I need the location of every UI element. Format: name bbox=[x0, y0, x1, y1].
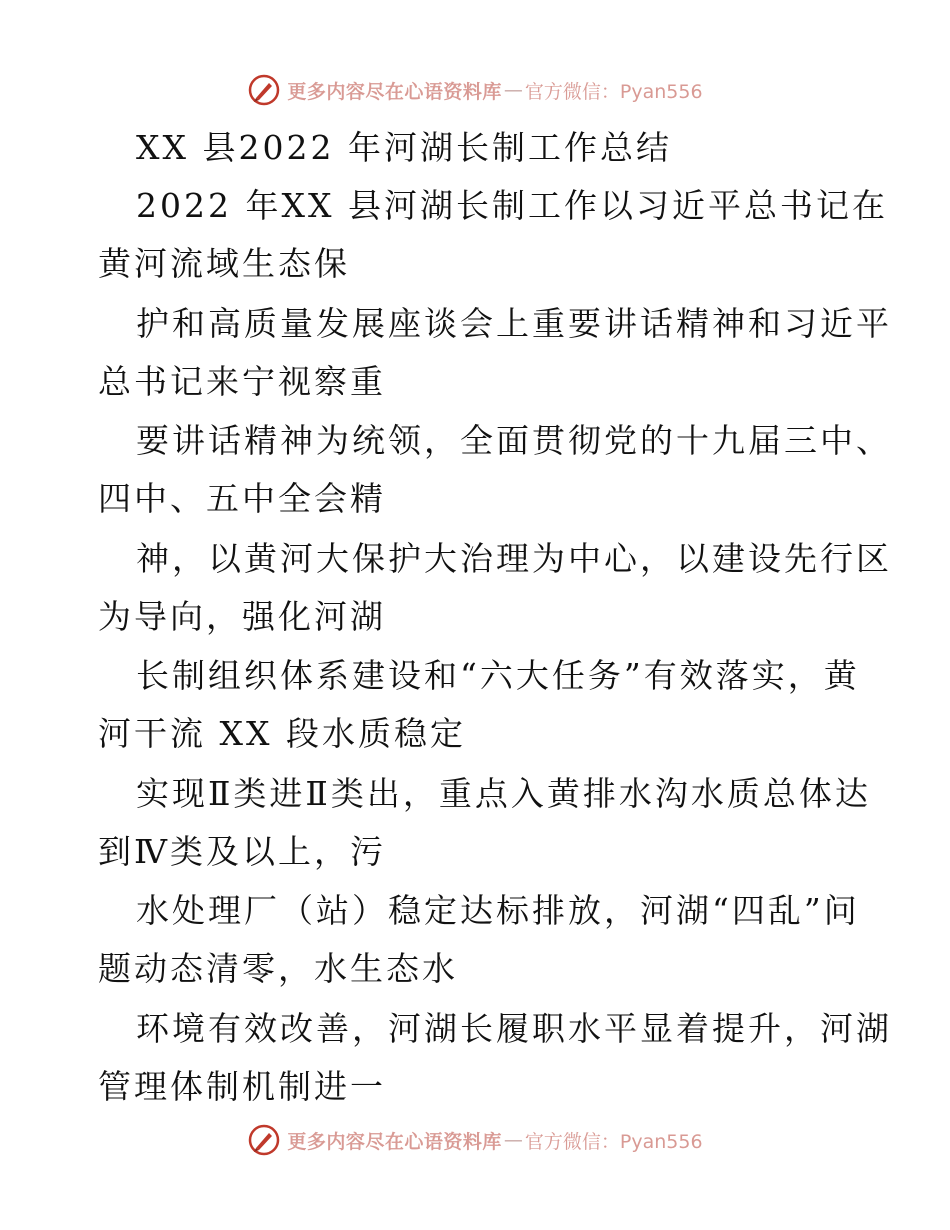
watermark-text: 更多内容尽在心语资料库 bbox=[287, 1130, 502, 1153]
watermark-contact: 官方微信：Pyan556 bbox=[524, 80, 703, 103]
watermark-separator: — bbox=[503, 79, 523, 101]
paragraph-line: 实现Ⅱ类进Ⅱ类出，重点入黄排水沟水质总体达 bbox=[136, 774, 871, 813]
paragraph-line: 为导向，强化河湖 bbox=[98, 597, 386, 636]
paragraph-line: 神，以黄河大保护大治理为中心，以建设先行区 bbox=[136, 539, 892, 578]
paragraph-line: 水处理厂（站）稳定达标排放，河湖“四乱”问 bbox=[136, 891, 860, 930]
watermark-contact: 官方微信：Pyan556 bbox=[524, 1130, 703, 1153]
pen-logo-icon bbox=[247, 1123, 281, 1157]
paragraph-line: 管理体制机制进一 bbox=[98, 1067, 386, 1106]
paragraph-line: 黄河流域生态保 bbox=[98, 244, 350, 283]
paragraph-line: 环境有效改善，河湖长履职水平显着提升，河湖 bbox=[136, 1009, 892, 1048]
paragraph-line: 到Ⅳ类及以上，污 bbox=[98, 832, 386, 871]
pen-logo-icon bbox=[247, 73, 281, 107]
paragraph-line: 四中、五中全会精 bbox=[98, 479, 386, 518]
paragraph-line: 2022 年XX 县河湖长制工作以习近平总书记在 bbox=[136, 186, 888, 225]
watermark-separator: — bbox=[503, 1129, 523, 1151]
watermark-header bbox=[0, 70, 950, 110]
paragraph-line: 护和高质量发展座谈会上重要讲话精神和习近平 bbox=[136, 304, 892, 343]
paragraph-line: 总书记来宁视察重 bbox=[98, 362, 386, 401]
paragraph-line: 要讲话精神为统领，全面贯彻党的十九届三中、 bbox=[136, 421, 892, 460]
document-title: XX 县2022 年河湖长制工作总结 bbox=[136, 128, 672, 167]
watermark-text: 更多内容尽在心语资料库 bbox=[287, 80, 502, 103]
paragraph-line: 题动态清零，水生态水 bbox=[98, 949, 458, 988]
paragraph-line: 长制组织体系建设和“六大任务”有效落实，黄 bbox=[136, 656, 860, 695]
watermark-footer bbox=[0, 1120, 950, 1160]
paragraph-line: 河干流 XX 段水质稳定 bbox=[98, 714, 466, 753]
